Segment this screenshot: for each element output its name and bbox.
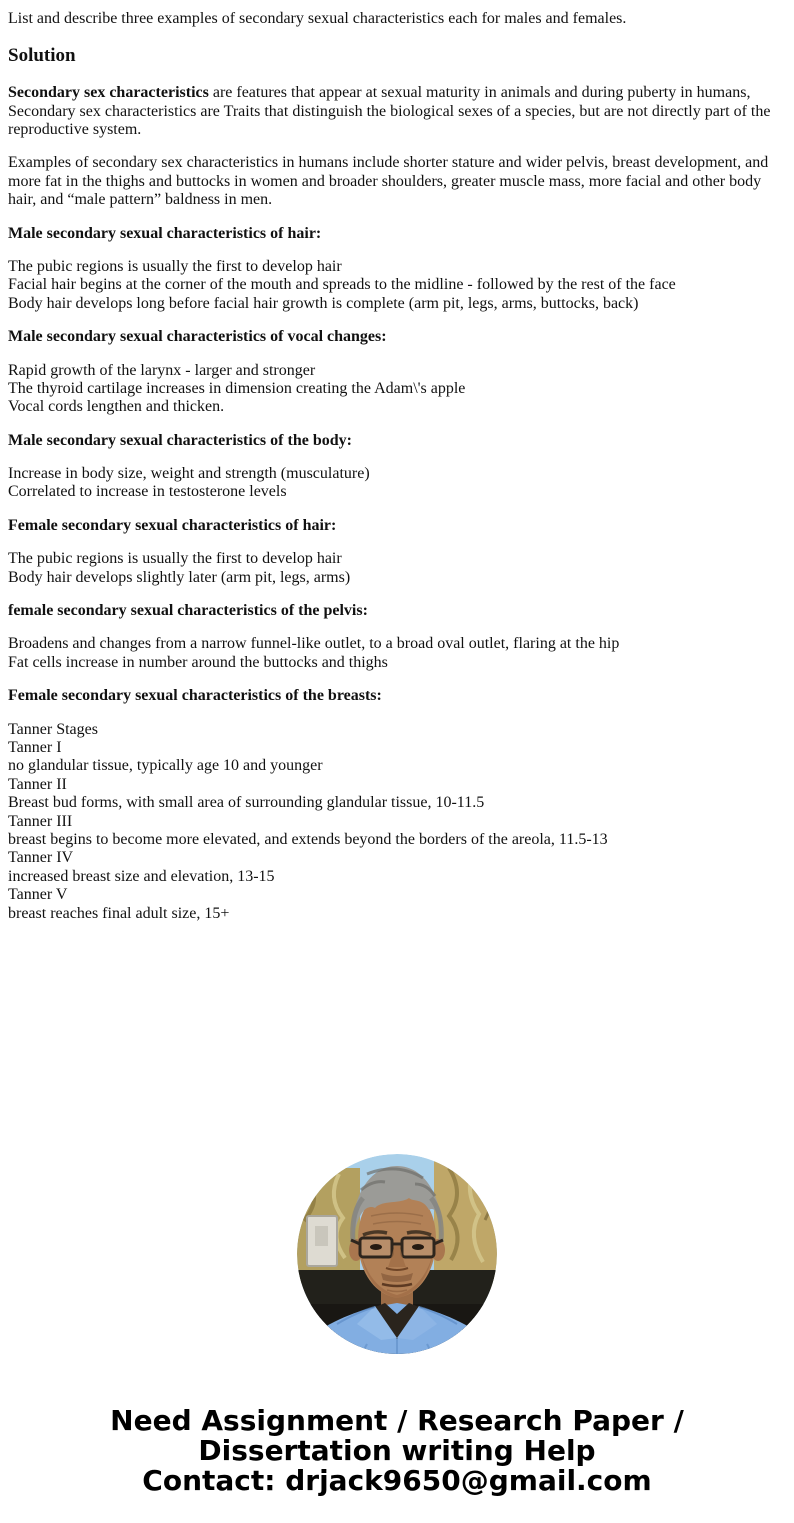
section-line: The pubic regions is usually the first to develop hair	[8, 550, 342, 568]
examples-paragraph: Examples of secondary sex characteristics in humans include shorter stature and wider pelvis, breast development, and more fat in the thighs and buttocks in women and broader shoulders, greater muscle mass, more facial and other body hair, and “male pattern” baldness in men.	[8, 154, 769, 209]
tutor-avatar	[297, 1154, 497, 1354]
footer-contact-line	[25, 1463, 770, 1497]
section-line: Tanner I	[8, 739, 62, 756]
contact-email: drjack9650@gmail.com	[285, 1463, 652, 1497]
section-body-female-pelvis	[8, 635, 786, 672]
section-line: Vocal cords lengthen and thicken.	[8, 398, 225, 416]
section-line: Breast bud forms, with small area of surrounding glandular tissue, 10-11.5	[8, 794, 485, 812]
section-line: no glandular tissue, typically age 10 and younger	[8, 757, 323, 775]
section-heading-female-hair: Female secondary sexual characteristics of hair:	[8, 516, 337, 534]
contact-label: Contact:	[142, 1463, 276, 1497]
section-line: Fat cells increase in number around the buttocks and thighs	[8, 653, 388, 671]
person-photo-icon	[297, 1154, 497, 1354]
intro-bold-lead: Secondary sex characteristics	[8, 84, 209, 102]
section-line: Body hair develops long before facial hair growth is complete (arm pit, legs, arms, buttocks, back)	[8, 294, 639, 312]
section-body-male-vocal	[8, 362, 786, 417]
section-body-female-breasts	[8, 721, 786, 923]
solution-heading: Solution	[8, 45, 76, 67]
section-heading-female-pelvis: female secondary sexual characteristics of the pelvis:	[8, 602, 368, 620]
section-line: Rapid growth of the larynx - larger and stronger	[8, 361, 316, 379]
section-body-male-hair	[8, 258, 786, 313]
intro-rest: are features that appear at sexual maturity in animals and during puberty in humans, Secondary sex characteristics are Traits that distinguish the biological sexes of a species, but are not directly part of the reproductive system.	[8, 84, 771, 139]
section-heading-male-vocal: Male secondary sexual characteristics of vocal changes:	[8, 328, 387, 346]
section-line: Tanner III	[8, 812, 73, 830]
section-line: Body hair develops slightly later (arm pit, legs, arms)	[8, 568, 351, 586]
section-line: breast reaches final adult size, 15+	[8, 904, 230, 922]
footer	[8, 1403, 786, 1497]
section-line: Tanner Stages	[8, 720, 98, 738]
section-heading-male-hair: Male secondary sexual characteristics of hair:	[8, 224, 322, 242]
section-line: The pubic regions is usually the first to develop hair	[8, 257, 342, 275]
section-body-female-hair	[8, 550, 786, 587]
section-line: increased breast size and elevation, 13-15	[8, 867, 275, 885]
section-line: Correlated to increase in testosterone levels	[8, 483, 287, 501]
section-line: Facial hair begins at the corner of the mouth and spreads to the midline - followed by the rest of the face	[8, 276, 676, 294]
footer-help-text: Need Assignment / Research Paper / Dissertation writing Help	[110, 1403, 684, 1467]
section-line: Tanner II	[8, 775, 67, 793]
avatar-section	[8, 938, 786, 1354]
section-line: The thyroid cartilage increases in dimension creating the Adam\'s apple	[8, 379, 466, 397]
section-line: Increase in body size, weight and strength (musculature)	[8, 465, 370, 483]
section-body-male-body	[8, 465, 786, 502]
section-line: Tanner IV	[8, 849, 74, 867]
section-line: Broadens and changes from a narrow funnel-like outlet, to a broad oval outlet, flaring at the hip	[8, 635, 620, 653]
section-line: Tanner V	[8, 886, 68, 904]
question-text: List and describe three examples of secondary sexual characteristics each for males and females.	[8, 10, 627, 27]
section-heading-male-body: Male secondary sexual characteristics of the body:	[8, 431, 352, 449]
section-heading-female-breasts: Female secondary sexual characteristics of the breasts:	[8, 687, 382, 705]
section-line: breast begins to become more elevated, and extends beyond the borders of the areola, 11.5-13	[8, 830, 608, 848]
intro-paragraph	[8, 84, 786, 139]
